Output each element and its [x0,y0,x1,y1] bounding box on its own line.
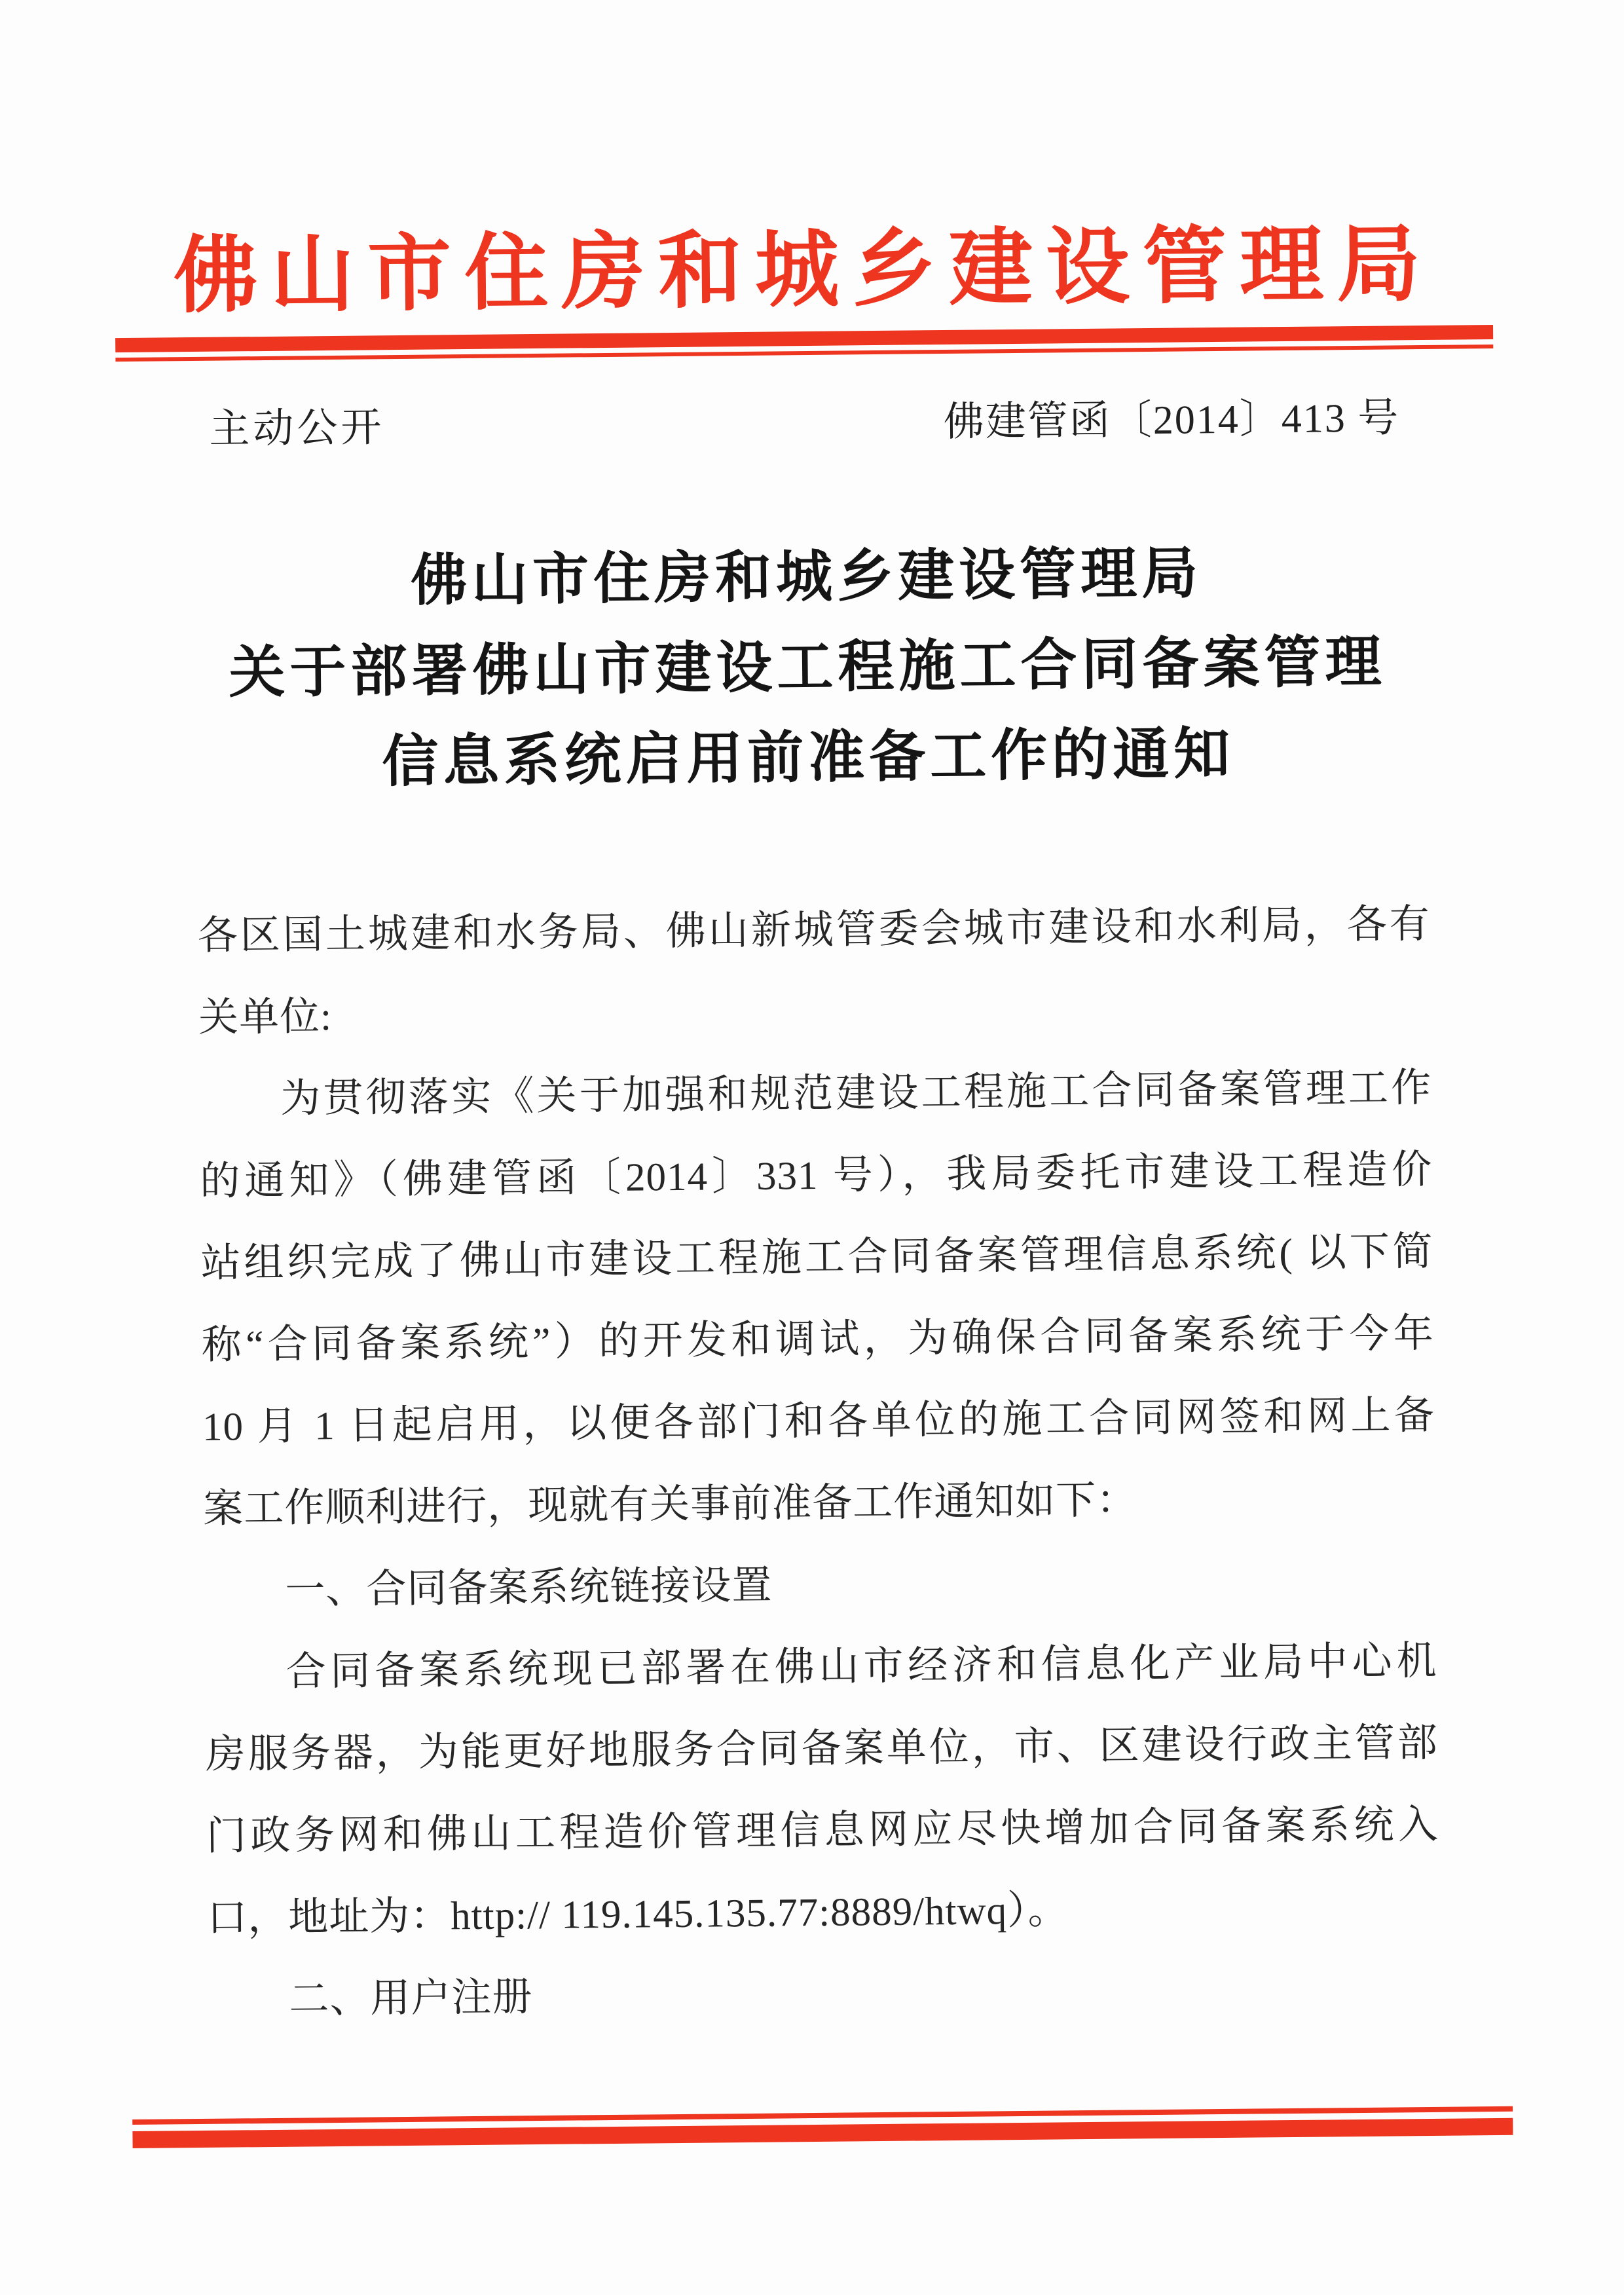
footer-divider [132,2106,1513,2148]
body-line: 房服务器，为能更好地服务合同备案单位，市、区建设行政主管部 [205,1721,1439,1777]
document-body [197,884,1441,2042]
document-title-line: 关于部署佛山市建设工程施工合同备案管理 [229,630,1386,705]
disclosure-label: 主动公开 [209,404,385,452]
document-title-line: 信息系统启用前准备工作的通知 [381,722,1235,794]
body-line: 站组织完成了佛山市建设工程施工合同备案管理信息系统( 以下简 [200,1229,1433,1286]
document-number: 佛建管函〔2014〕413 号 [943,395,1400,445]
body-section-heading: 一、合同备案系统链接设置 [285,1563,773,1613]
body-line: 案工作顺利进行，现就有关事前准备工作通知如下： [202,1478,1137,1531]
body-line: 关单位: [198,995,333,1040]
body-line: 的通知》（佛建管函〔2014〕331 号），我局委托市建设工程造价 [200,1148,1433,1204]
meta-row [209,386,1400,452]
body-line: 10 月 1 日起启用，以便各部门和各单位的施工合同网签和网上备 [202,1393,1435,1449]
body-line: 合同备案系统现已部署在佛山市经济和信息化产业局中心机 [286,1639,1437,1694]
letterhead-agency-name: 佛山市住房和城乡建设管理局 [173,217,1434,324]
body-section-heading: 二、用户注册 [289,1975,533,2022]
body-line: 为贯彻落实《关于加强和规范建设工程施工合同备案管理工作 [280,1066,1432,1121]
body-line-url: 口，地址为：http:// 119.145.135.77:8889/htwq）。 [206,1888,1069,1941]
body-line: 各区国土城建和水务局、佛山新城管委会城市建设和水利局，各有 [197,902,1431,958]
document-title [0,524,1621,811]
letterhead-divider [115,325,1493,362]
body-line: 门政务网和佛山工程造价管理信息网应尽快增加合同备案系统入 [206,1802,1439,1859]
document-title-line: 佛山市住房和城乡建设管理局 [410,542,1203,612]
body-line: 称“合同备案系统”）的开发和调试，为确保合同备案系统于今年 [201,1311,1435,1368]
